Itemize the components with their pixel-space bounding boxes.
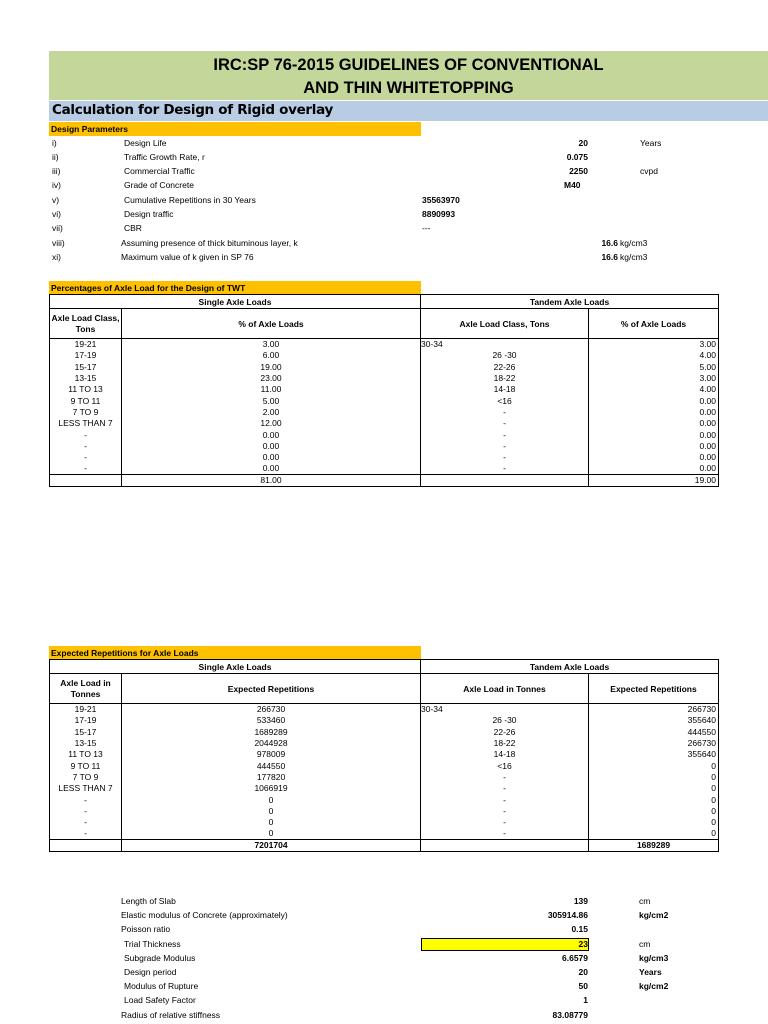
param-unit: cvpd — [640, 166, 658, 176]
slab-row — [50, 967, 768, 981]
slab-label: Load Safety Factor — [124, 995, 196, 1006]
axle-percent-table — [49, 294, 719, 487]
axle-class-cell: 19-21 — [50, 704, 122, 715]
col-header-tandem-percent: % of Axle Loads — [589, 309, 719, 339]
value-cell: 0.00 — [122, 463, 421, 474]
table-row — [50, 771, 719, 782]
tandem-value-cell: 0 — [589, 828, 719, 839]
value-cell: 11.00 — [122, 384, 421, 395]
tandem-value-cell: 0 — [589, 771, 719, 782]
value-cell: 2044928 — [122, 737, 421, 748]
single-axle-header: Single Axle Loads — [50, 295, 421, 309]
axle-class-cell: 9 TO 11 — [50, 395, 122, 406]
axle-class-cell: 13-15 — [50, 372, 122, 383]
slab-label: Subgrade Modulus — [124, 952, 196, 963]
axle-class-cell: - — [50, 805, 122, 816]
slab-unit: kg/cm2 — [639, 910, 669, 921]
tandem-value-cell: 266730 — [589, 704, 719, 715]
tandem-value-cell: 3.00 — [589, 339, 719, 350]
total-row — [50, 839, 719, 851]
slab-value: 0.15 — [571, 924, 588, 935]
value-cell: 0.00 — [122, 429, 421, 440]
table-row — [50, 406, 719, 417]
param-unit: Years — [640, 138, 662, 148]
slab-value: 20 — [578, 967, 588, 977]
tandem-class-cell: 22-26 — [421, 726, 589, 737]
slab-value: 139 — [573, 896, 588, 906]
page-title-line-1: IRC:SP 76-2015 GUIDELINES OF CONVENTIONAL — [213, 56, 604, 74]
tandem-value-cell: 0.00 — [589, 429, 719, 440]
param-value: 16.6 — [601, 252, 618, 262]
axle-class-cell: 17-19 — [50, 715, 122, 726]
value-cell: 6.00 — [122, 350, 421, 361]
tandem-value-cell: 266730 — [589, 737, 719, 748]
slab-label: Poisson ratio — [121, 924, 171, 935]
param-value: M40 — [564, 180, 581, 190]
slab-row — [50, 939, 768, 953]
tandem-class-cell: - — [421, 805, 589, 816]
slab-row — [50, 995, 768, 1009]
param-value: 8890993 — [422, 209, 456, 219]
param-index: vii) — [52, 223, 63, 233]
tandem-class-cell: - — [421, 418, 589, 429]
total-empty-cell — [50, 474, 122, 486]
param-row — [50, 223, 768, 237]
value-cell: 3.00 — [122, 339, 421, 350]
slab-value: 305914.86 — [547, 910, 588, 921]
value-cell: 1689289 — [122, 726, 421, 737]
axle-class-cell: 7 TO 9 — [50, 771, 122, 782]
param-index: viii) — [52, 238, 65, 248]
repetitions-heading: Expected Repetitions for Axle Loads — [49, 646, 421, 660]
slab-unit: kg/cm2 — [639, 981, 669, 992]
slab-value: 50 — [578, 981, 588, 992]
value-cell: 2.00 — [122, 406, 421, 417]
tandem-class-cell: - — [421, 440, 589, 451]
slab-label: Elastic modulus of Concrete (approximately) — [121, 910, 288, 921]
tandem-class-cell: 30-34 — [421, 704, 589, 715]
param-row — [50, 152, 768, 166]
value-cell: 0 — [122, 805, 421, 816]
design-parameters-heading: Design Parameters — [49, 122, 421, 136]
tandem-value-cell: 0.00 — [589, 406, 719, 417]
table-row — [50, 715, 719, 726]
param-row — [50, 238, 768, 252]
table-row — [50, 395, 719, 406]
tandem-value-cell: 4.00 — [589, 350, 719, 361]
col-header-expected-repetitions: Expected Repetitions — [122, 674, 421, 704]
total-empty-cell — [421, 839, 589, 851]
axle-class-cell: - — [50, 816, 122, 827]
tandem-value-cell: 0.00 — [589, 395, 719, 406]
axle-class-cell: LESS THAN 7 — [50, 418, 122, 429]
slab-row — [50, 910, 768, 924]
slab-label: Radius of relative stiffness — [121, 1009, 221, 1020]
tandem-class-cell: - — [421, 816, 589, 827]
slab-value: 6.6579 — [562, 952, 588, 963]
subtitle-band — [49, 101, 768, 121]
slab-row — [50, 896, 768, 910]
tandem-class-cell: - — [421, 783, 589, 794]
param-label: Grade of Concrete — [124, 180, 194, 190]
tandem-value-cell: 0 — [589, 783, 719, 794]
param-value: 16.6 — [601, 238, 618, 248]
value-cell: 12.00 — [122, 418, 421, 429]
tandem-value-cell: 0 — [589, 805, 719, 816]
slab-label: Trial Thickness — [124, 938, 181, 949]
title-band — [49, 51, 768, 100]
value-cell: 266730 — [122, 704, 421, 715]
table-row — [50, 372, 719, 383]
value-cell: 0.00 — [122, 440, 421, 451]
tandem-class-cell: 18-22 — [421, 372, 589, 383]
value-cell: 444550 — [122, 760, 421, 771]
slab-value: 83.08779 — [552, 1009, 588, 1020]
slab-unit: Years — [639, 967, 662, 977]
tandem-class-cell: - — [421, 451, 589, 462]
slab-unit: cm — [639, 896, 651, 906]
slab-value: 23 — [578, 938, 588, 949]
tandem-class-cell: - — [421, 429, 589, 440]
param-row — [50, 166, 768, 180]
tandem-value-cell: 0.00 — [589, 463, 719, 474]
value-cell: 0 — [122, 828, 421, 839]
value-cell: 0.00 — [122, 451, 421, 462]
param-index: iv) — [52, 180, 61, 190]
tandem-class-cell: 26 -30 — [421, 715, 589, 726]
axle-class-cell: - — [50, 429, 122, 440]
tandem-value-cell: 0.00 — [589, 451, 719, 462]
param-row — [50, 180, 768, 194]
table-row — [50, 350, 719, 361]
table-row — [50, 704, 719, 715]
param-value: 35563970 — [422, 195, 460, 205]
param-unit: kg/cm3 — [620, 238, 648, 248]
param-index: xi) — [52, 252, 61, 262]
col-header-percent: % of Axle Loads — [122, 309, 421, 339]
tandem-value-cell: 4.00 — [589, 384, 719, 395]
value-cell: 1066919 — [122, 783, 421, 794]
slab-label: Length of Slab — [121, 896, 176, 906]
tandem-class-cell: 14-18 — [421, 749, 589, 760]
tandem-value-cell: 0.00 — [589, 440, 719, 451]
tandem-class-cell: - — [421, 794, 589, 805]
param-row — [50, 252, 768, 266]
tandem-axle-header: Tandem Axle Loads — [421, 295, 719, 309]
slab-unit: kg/cm3 — [639, 952, 669, 963]
tandem-value-cell: 5.00 — [589, 361, 719, 372]
slab-row — [50, 1010, 768, 1024]
tandem-axle-header: Tandem Axle Loads — [421, 660, 719, 674]
axle-percent-heading: Percentages of Axle Load for the Design of TWT — [49, 281, 421, 295]
slab-unit: cm — [639, 938, 651, 949]
table-row — [50, 794, 719, 805]
axle-class-cell: 11 TO 13 — [50, 384, 122, 395]
param-row — [50, 138, 768, 152]
total-empty-cell — [421, 474, 589, 486]
tandem-value-cell: 0 — [589, 794, 719, 805]
axle-class-cell: 17-19 — [50, 350, 122, 361]
axle-class-cell: 11 TO 13 — [50, 749, 122, 760]
tandem-class-cell: <16 — [421, 760, 589, 771]
param-label: Commercial Traffic — [124, 166, 195, 176]
repetitions-table — [49, 659, 719, 852]
tandem-value-cell: 0 — [589, 760, 719, 771]
tandem-class-cell: <16 — [421, 395, 589, 406]
total-row — [50, 474, 719, 486]
axle-class-cell: 9 TO 11 — [50, 760, 122, 771]
axle-class-cell: - — [50, 828, 122, 839]
table-row — [50, 463, 719, 474]
table-row — [50, 749, 719, 760]
tandem-class-cell: - — [421, 771, 589, 782]
axle-class-cell: LESS THAN 7 — [50, 783, 122, 794]
col-header-tandem-repetitions: Expected Repetitions — [589, 674, 719, 704]
param-index: v) — [52, 195, 60, 205]
tandem-total-cell: 19.00 — [589, 474, 719, 486]
single-total-cell: 81.00 — [122, 474, 421, 486]
param-label: Design traffic — [124, 209, 174, 219]
page-subtitle: Calculation for Design of Rigid overlay — [52, 102, 334, 118]
param-label: Cumulative Repetitions in 30 Years — [124, 195, 256, 205]
tandem-class-cell: 26 -30 — [421, 350, 589, 361]
tandem-class-cell: 30-34 — [421, 339, 589, 350]
tandem-total-cell: 1689289 — [589, 839, 719, 851]
col-header-axle-load: Axle Load in Tonnes — [50, 674, 122, 704]
axle-class-cell: 19-21 — [50, 339, 122, 350]
table-row — [50, 726, 719, 737]
tandem-class-cell: 14-18 — [421, 384, 589, 395]
axle-class-cell: 15-17 — [50, 726, 122, 737]
param-value: 2250 — [569, 166, 588, 176]
axle-class-cell: - — [50, 440, 122, 451]
param-label: Traffic Growth Rate, r — [124, 152, 205, 162]
table-row — [50, 361, 719, 372]
param-row — [50, 209, 768, 223]
single-total-cell: 7201704 — [122, 839, 421, 851]
param-unit: kg/cm3 — [620, 252, 648, 262]
tandem-value-cell: 3.00 — [589, 372, 719, 383]
col-header-axle-class: Axle Load Class, Tons — [50, 309, 122, 339]
table-row — [50, 816, 719, 827]
param-index: iii) — [52, 166, 61, 176]
total-empty-cell — [50, 839, 122, 851]
slab-row — [50, 981, 768, 995]
table-row — [50, 429, 719, 440]
param-label: Maximum value of k given in SP 76 — [121, 252, 254, 262]
tandem-value-cell: 444550 — [589, 726, 719, 737]
param-label: Design Life — [124, 138, 167, 148]
value-cell: 0 — [122, 794, 421, 805]
axle-class-cell: 13-15 — [50, 737, 122, 748]
param-index: ii) — [52, 152, 59, 162]
tandem-value-cell: 0 — [589, 816, 719, 827]
slab-value: 1 — [583, 995, 588, 1006]
tandem-class-cell: 18-22 — [421, 737, 589, 748]
table-row — [50, 828, 719, 839]
axle-class-cell: 15-17 — [50, 361, 122, 372]
param-value: --- — [422, 223, 431, 233]
param-value: 0.075 — [566, 152, 588, 162]
tandem-value-cell: 355640 — [589, 715, 719, 726]
slab-row — [50, 953, 768, 967]
param-index: i) — [52, 138, 57, 148]
tandem-class-cell: - — [421, 828, 589, 839]
page-title-line-2: AND THIN WHITETOPPING — [303, 79, 514, 97]
col-header-tandem-class: Axle Load Class, Tons — [421, 309, 589, 339]
col-header-tandem-load: Axle Load in Tonnes — [421, 674, 589, 704]
table-row — [50, 384, 719, 395]
table-row — [50, 418, 719, 429]
axle-class-cell: - — [50, 451, 122, 462]
param-value: 20 — [578, 138, 588, 148]
tandem-value-cell: 355640 — [589, 749, 719, 760]
param-row — [50, 195, 768, 209]
table-row — [50, 737, 719, 748]
axle-class-cell: - — [50, 794, 122, 805]
value-cell: 0 — [122, 816, 421, 827]
value-cell: 19.00 — [122, 361, 421, 372]
slab-label: Design period — [124, 967, 177, 977]
tandem-value-cell: 0.00 — [589, 418, 719, 429]
param-index: vi) — [52, 209, 61, 219]
axle-class-cell: 7 TO 9 — [50, 406, 122, 417]
slab-row — [50, 924, 768, 938]
value-cell: 5.00 — [122, 395, 421, 406]
tandem-class-cell: - — [421, 406, 589, 417]
single-axle-header: Single Axle Loads — [50, 660, 421, 674]
tandem-class-cell: 22-26 — [421, 361, 589, 372]
table-row — [50, 805, 719, 816]
value-cell: 177820 — [122, 771, 421, 782]
table-row — [50, 440, 719, 451]
table-row — [50, 451, 719, 462]
slab-label: Modulus of Rupture — [124, 981, 199, 992]
param-label: CBR — [124, 223, 142, 233]
value-cell: 978009 — [122, 749, 421, 760]
value-cell: 23.00 — [122, 372, 421, 383]
table-row — [50, 760, 719, 771]
table-row — [50, 339, 719, 350]
table-row — [50, 783, 719, 794]
axle-class-cell: - — [50, 463, 122, 474]
tandem-class-cell: - — [421, 463, 589, 474]
value-cell: 533460 — [122, 715, 421, 726]
param-label: Assuming presence of thick bituminous layer, k — [121, 238, 298, 248]
